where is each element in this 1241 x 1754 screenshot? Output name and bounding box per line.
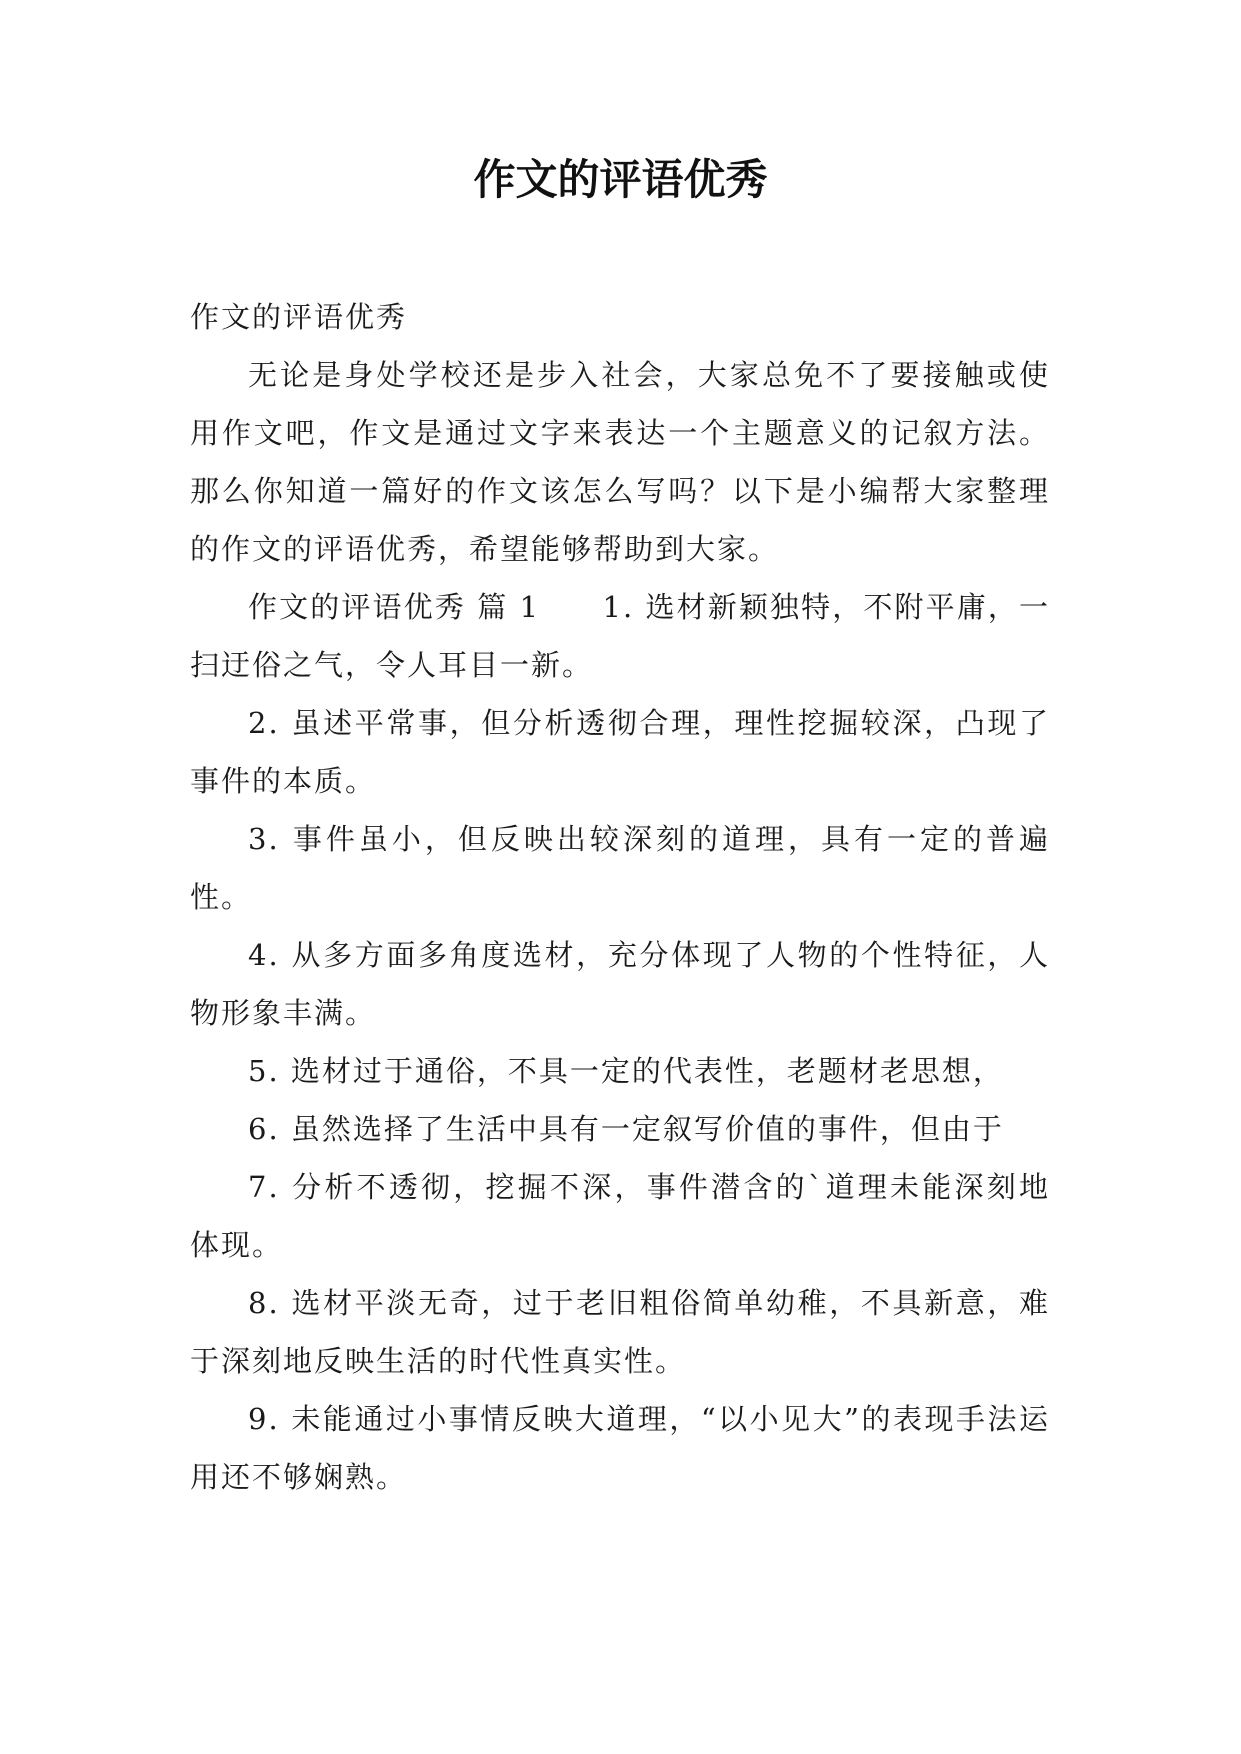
subtitle-paragraph: 作文的评语优秀 [190, 300, 408, 334]
comment-paragraph-3: 3. 事件虽小，但反映出较深刻的道理，具有一定的普遍性。 [190, 822, 1050, 914]
comment-paragraph-2: 2. 虽述平常事，但分析透彻合理，理性挖掘较深，凸现了事件的本质。 [190, 706, 1050, 798]
comment-paragraph-4: 4. 从多方面多角度选材，充分体现了人物的个性特征，人物形象丰满。 [190, 938, 1050, 1030]
comment-paragraph-9: 9. 未能通过小事情反映大道理，“以小见大”的表现手法运用还不够娴熟。 [190, 1402, 1050, 1494]
intro-paragraph: 无论是身处学校还是步入社会，大家总免不了要接触或使用作文吧，作文是通过文字来表达一个主题意义的记叙方法。那么你知道一篇好的作文该怎么写吗？以下是小编帮大家整理的作文的评语优秀，希望能够帮助到大家。 [190, 358, 1050, 566]
comment-paragraph-8: 8. 选材平淡无奇，过于老旧粗俗简单幼稚，不具新意，难于深刻地反映生活的时代性真实性。 [190, 1286, 1050, 1378]
comment-paragraph-6: 6. 虽然选择了生活中具有一定叙写价值的事件，但由于 [248, 1112, 1004, 1146]
comment-paragraph-7: 7. 分析不透彻，挖掘不深，事件潜含的`道理未能深刻地体现。 [190, 1170, 1050, 1262]
document-title: 作文的评语优秀 [473, 155, 768, 204]
document-body [190, 288, 1050, 1506]
comment-paragraph-5: 5. 选材过于通俗，不具一定的代表性，老题材老思想， [248, 1054, 1004, 1088]
comment-paragraph-1: 作文的评语优秀 篇 1 1. 选材新颖独特，不附平庸，一扫迂俗之气，令人耳目一新。 [190, 590, 1050, 682]
